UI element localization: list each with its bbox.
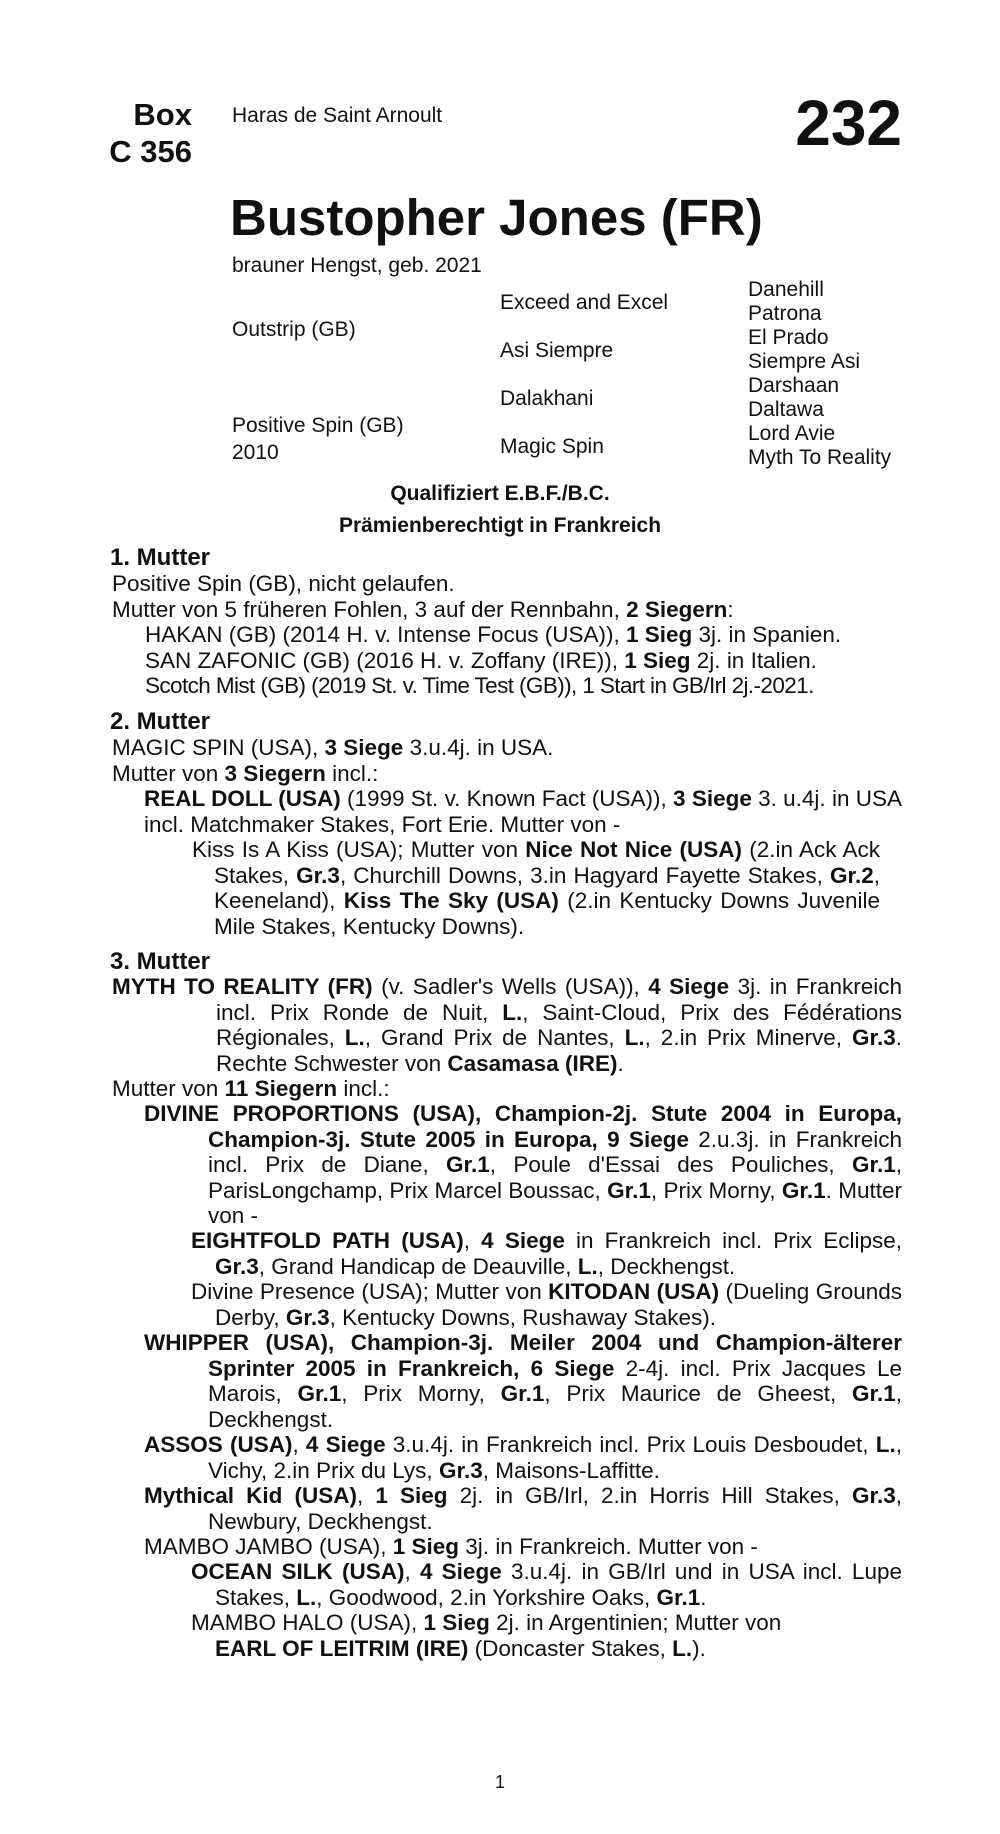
section-2-title: 2. Mutter [110,708,211,735]
consignor: Haras de Saint Arnoult [232,104,443,127]
real-doll-entry: REAL DOLL (USA) (1999 St. v. Known Fact (USA)), 3 Siege 3. u.4j. in USA incl. Matchmaker Stakes, Fort Erie. Mutter von - [144,786,902,837]
offspring: HAKAN (GB) (2014 H. v. Intense Focus (USA)), 1 Sieg 3j. in Spanien. [145,622,842,647]
great-grandparent: Darshaan [748,374,840,397]
section-3-title: 3. Mutter [110,948,211,975]
great-grandparent: Patrona [748,302,822,325]
great-grandparent: Danehill [748,278,824,301]
offspring: SAN ZAFONIC (GB) (2016 H. v. Zoffany (IRE)), 1 Sieg 2j. in Italien. [145,647,817,673]
sire: Outstrip (GB) [232,318,356,341]
ocean-silk-entry: OCEAN SILK (USA), 4 Siege 3.u.4j. in GB/Irl und in USA incl. Lupe Stakes, L., Goodwood, 2.in Yorkshire Oaks, Gr.1. MAMBO HALO (USA), 1 Sieg 2j. in Argentinien; Mutter von EARL OF LEITRIM (IRE) (Doncaster Stakes, L.). [191,1559,902,1661]
grandparent: Asi Siempre [500,339,614,362]
box-label: Box [133,97,192,132]
great-grandparent: Lord Avie [748,422,836,445]
kiss-is-a-kiss-entry: Kiss Is A Kiss (USA); Mutter von Nice Not Nice (USA) (2.in Ack Ack Stakes, Gr.3, Churchill Downs, 3.in Hagyard Fayette Stakes, Gr.2, Keeneland), Kiss The Sky (USA) (2.in Kentucky Downs Juvenile Mile Stakes, Kentucky Downs). [192,837,880,939]
page-number: 1 [494,1772,505,1792]
box-number: C 356 [109,134,192,169]
great-grandparent: Daltawa [748,398,824,421]
section-1-text: Positive Spin (GB), nicht gelaufen. Mutter von 5 früheren Fohlen, 3 auf der Rennbahn, 2 Siegern: HAKAN (GB) (2014 H. v. Intense Focus (USA)), 1 Sieg 3j. in Spanien. SAN ZAFONIC (GB) (2016 H. v. Zoffany (IRE)), 1 Sieg 2j. in Italien. Scotch Mist (GB) (2019 St. v. Time Test (GB)), 1 Start in GB/Irl 2j.-2021. [112,571,902,699]
section-2-text: MAGIC SPIN (USA), 3 Siege 3.u.4j. in USA. Mutter von 3 Siegern incl.: [112,735,554,786]
grandparent: Exceed and Excel [500,291,669,314]
grandparent: Magic Spin [500,435,604,458]
section-1-title: 1. Mutter [110,544,211,571]
myth-to-reality-entry: MYTH TO REALITY (FR) (v. Sadler's Wells (USA)), 4 Siege 3j. in Frankreich incl. Prix Ronde de Nuit, L., Saint-Cloud, Prix des Fédérations Régionales, L., Grand Prix de Nantes, L., 2.in Prix Minerve, Gr.3. Rechte Schwester von Casamasa (IRE). Mutter von 11 Siegern incl.: [112,974,903,1101]
eightfold-path-entry: EIGHTFOLD PATH (USA), 4 Siege in Frankreich incl. Prix Eclipse, Gr.3, Grand Handicap de Deauville, L., Deckhengst. Divine Presence (USA); Mutter von KITODAN (USA) (Dueling Grounds Derby, Gr.3, Kentucky Downs, Rushaway Stakes). [191,1228,903,1330]
offspring: Scotch Mist (GB) (2019 St. v. Time Test (GB)), 1 Start in GB/Irl 2j.-2021. [145,673,814,698]
whipper-entry: WHIPPER (USA), Champion-3j. Meiler 2004 und Champion-älterer Sprinter 2005 in Frankreich, 6 Siege 2-4j. incl. Prix Jacques Le Marois, Gr.1, Prix Morny, Gr.1, Prix Maurice de Gheest, Gr.1, Deckhengst. [144,1330,903,1432]
qualification-line: Qualifiziert E.B.F./B.C. [390,482,610,505]
great-grandparent: Siempre Asi [748,350,861,373]
dam: Positive Spin (GB) [232,414,404,437]
premium-line: Prämienberechtigt in Frankreich [338,514,662,537]
divine-proportions-entry: DIVINE PROPORTIONS (USA), Champion-2j. Stute 2004 in Europa, Champion-3j. Stute 2005 in Europa, 9 Siege 2.u.3j. in Frankreich incl. Prix de Diane, Gr.1, Poule d'Essai des Pouliches, Gr.1, ParisLongchamp, Prix Marcel Boussac, Gr.1, Prix Morny, Gr.1. Mutter von - [144,1101,902,1228]
assos-entry: ASSOS (USA), 4 Siege 3.u.4j. in Frankreich incl. Prix Louis Desboudet, L., Vichy, 2.in Prix du Lys, Gr.3, Maisons-Laffitte. Mythical Kid (USA), 1 Sieg 2j. in GB/Irl, 2.in Horris Hill Stakes, Gr.3, Newbury, Deckhengst. MAMBO JAMBO (USA), 1 Sieg 3j. in Frankreich. Mutter von - [144,1432,903,1559]
great-grandparent: Myth To Reality [748,446,892,469]
great-grandparent: El Prado [748,326,829,349]
dam-year: 2010 [232,441,279,464]
horse-name: Bustopher Jones (FR) [230,189,763,246]
horse-description: brauner Hengst, geb. 2021 [232,254,482,277]
lot-number: 232 [795,87,902,159]
grandparent: Dalakhani [500,387,594,410]
